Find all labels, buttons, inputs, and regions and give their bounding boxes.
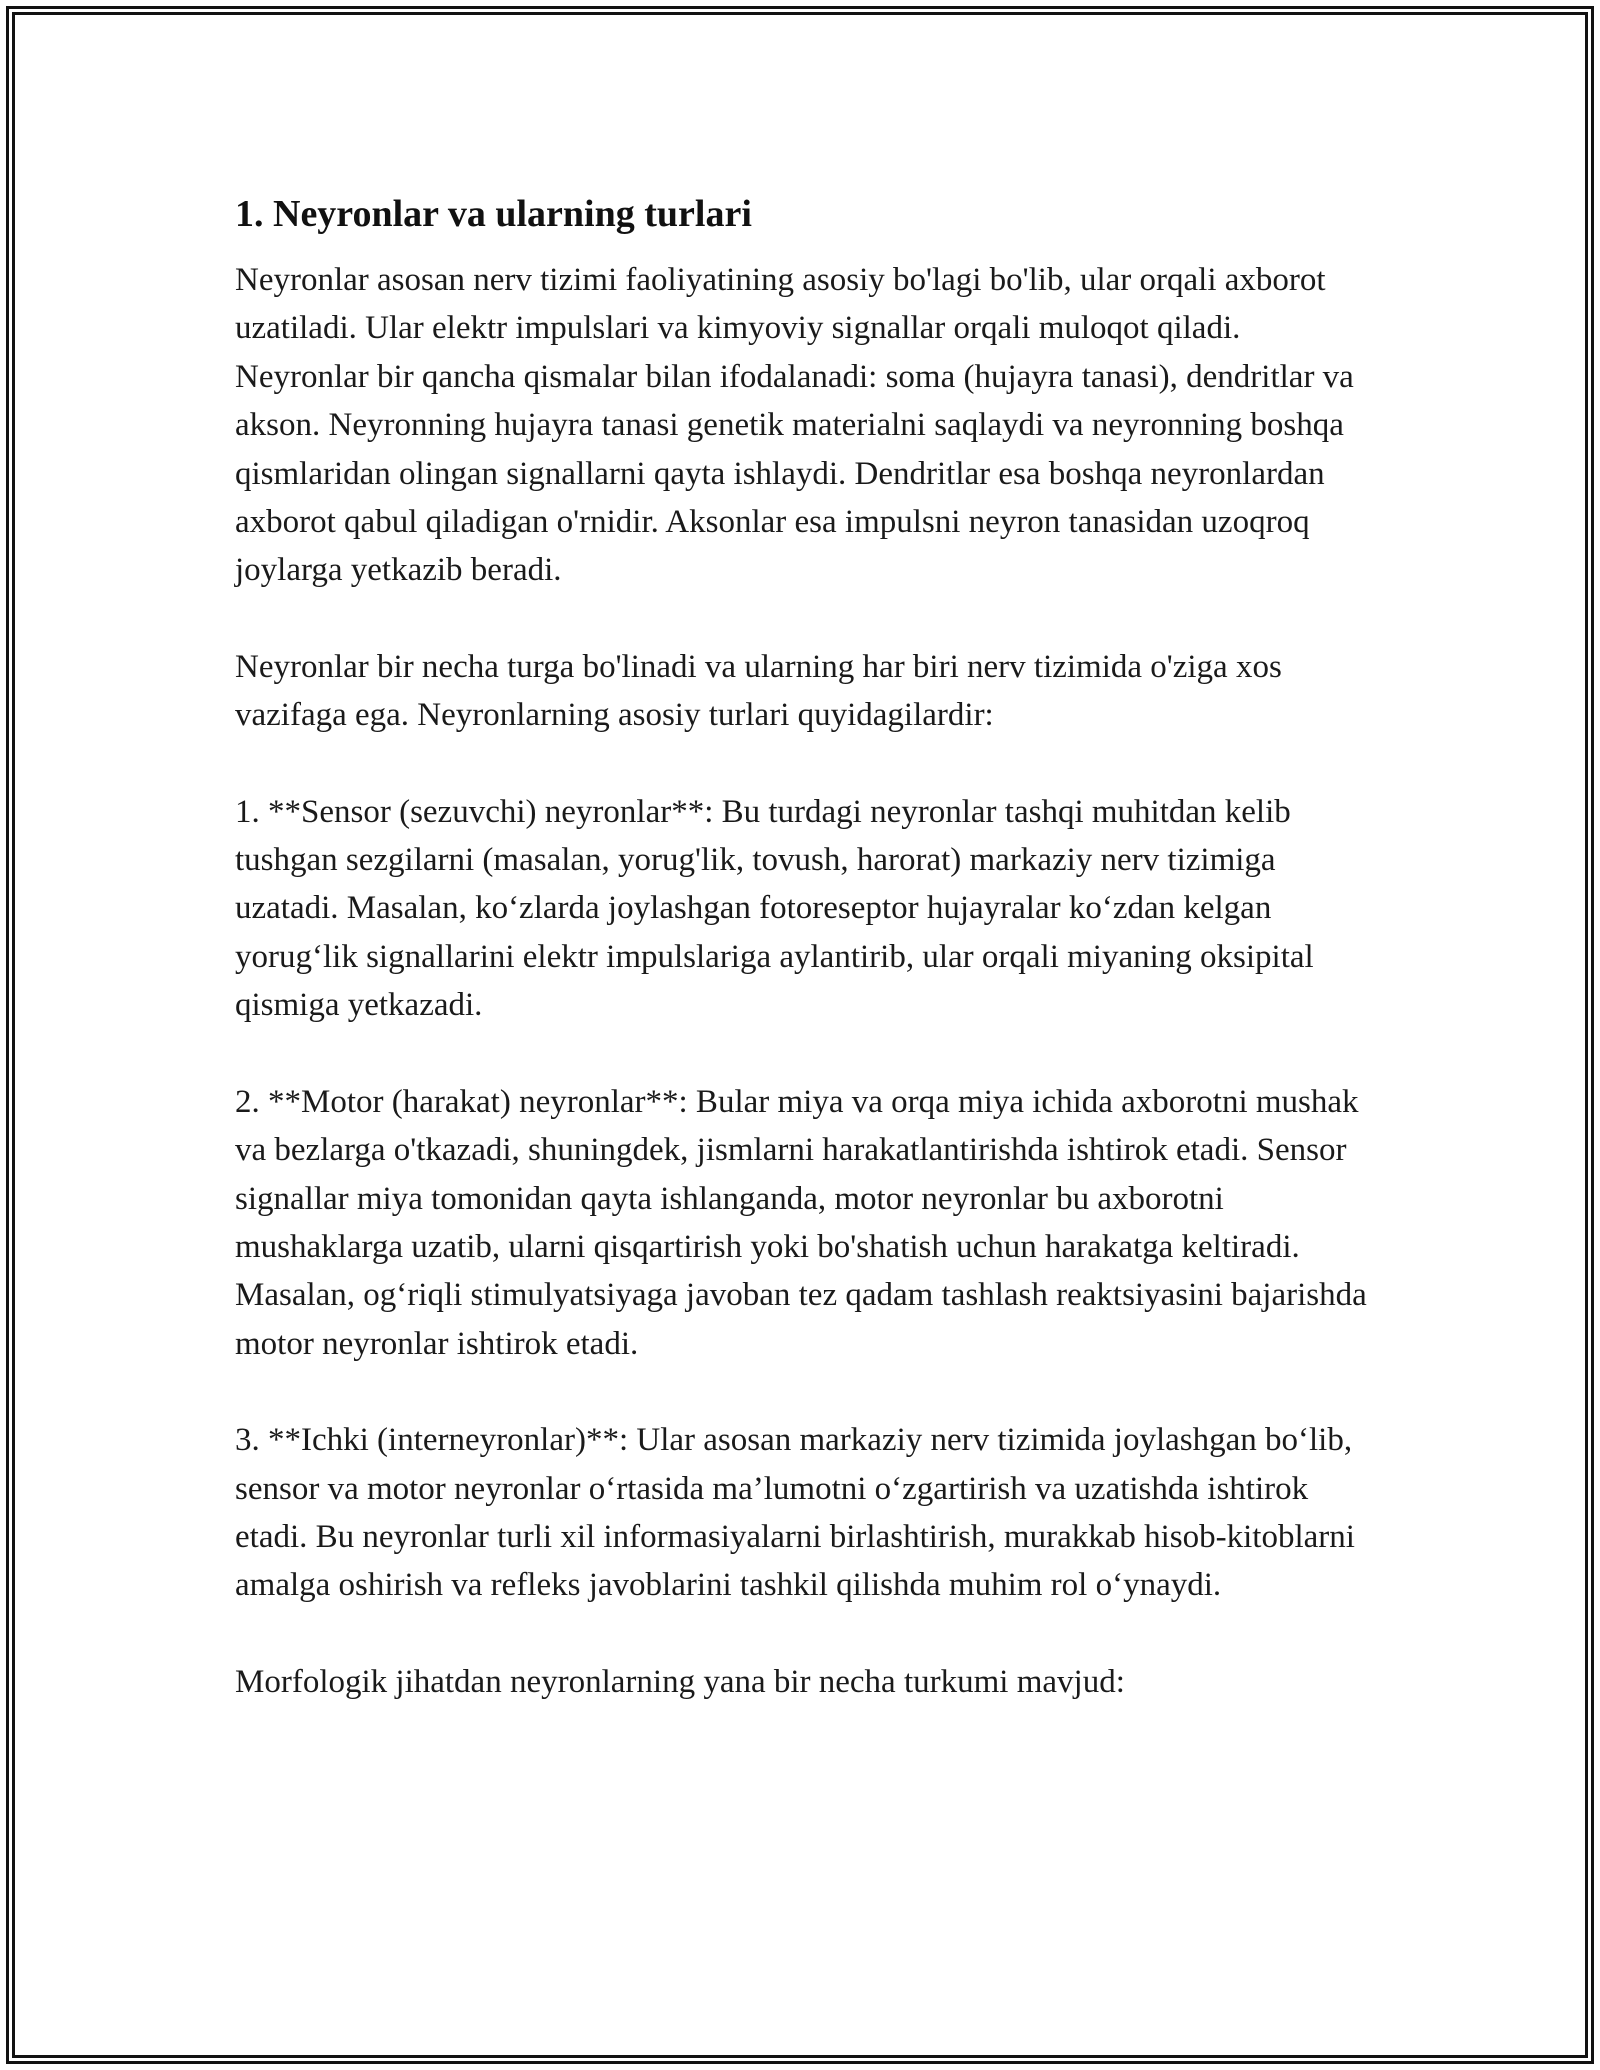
paragraph-neuron-overview: Neyronlar asosan nerv tizimi faoliyatining asosiy bo'lagi bo'lib, ular orqali axborot uzatiladi. Ular elektr impulslari va kimyoviy signallar orqali muloqot qiladi. Neyronlar bir qancha qismalar bilan ifodalanadi: soma (hujayra tanasi), dendritlar va akson. Neyronning hujayra tanasi genetik materialni saqlaydi va neyronning boshqa qismlaridan olingan signallarni qayta ishlaydi. Dendritlar esa boshqa neyronlardan axborot qabul qiladigan o'rnidir. Aksonlar esa impulsni neyron tanasidan uzoqroq joylarga yetkazib beradi. <box>235 262 1354 589</box>
paragraph-sensor-neurons: 1. **Sensor (sezuvchi) neyronlar**: Bu turdagi neyronlar tashqi muhitdan kelib tushgan sezgilarni (masalan, yorug'lik, tovush, harorat) markaziy nerv tizimiga uzatadi. Masalan, ko‘zlarda joylashgan fotoreseptor hujayralar ko‘zdan kelgan yorug‘lik signallarini elektr impulslariga aylantirib, ular orqali miyaning oksipital qismiga yetkazadi. <box>235 793 1314 1024</box>
section-title: 1. Neyronlar va ularning turlari <box>235 193 752 235</box>
document-body <box>235 188 1375 1706</box>
paragraph-morphology-intro: Morfologik jihatdan neyronlarning yana bir necha turkumi mavjud: <box>235 1663 1125 1700</box>
paragraph-motor-neurons: 2. **Motor (harakat) neyronlar**: Bular miya va orqa miya ichida axborotni mushak va bezlarga o'tkazadi, shuningdek, jismlarni harakatlantirishda ishtirok etadi. Sensor signallar miya tomonidan qayta ishlanganda, motor neyronlar bu axborotni mushaklarga uzatib, ularni qisqartirish yoki bo'shatish uchun harakatga keltiradi. Masalan, og‘riqli stimulyatsiyaga javoban tez qadam tashlash reaktsiyasini bajarishda motor neyronlar ishtirok etadi. <box>235 1083 1367 1362</box>
paragraph-neuron-types-intro: Neyronlar bir necha turga bo'linadi va ularning har biri nerv tizimida o'ziga xos vazifaga ega. Neyronlarning asosiy turlari quyidagilardir: <box>235 648 1282 734</box>
paragraph-interneurons: 3. **Ichki (interneyronlar)**: Ular asosan markaziy nerv tizimida joylashgan bo‘lib, sensor va motor neyronlar o‘rtasida ma’lumotni o‘zgartirish va uzatishda ishtirok etadi. Bu neyronlar turli xil informasiyalarni birlashtirish, murakkab hisob-kitoblarni amalga oshirish va refleks javoblarini tashkil qilishda muhim rol o‘ynaydi. <box>235 1422 1355 1604</box>
